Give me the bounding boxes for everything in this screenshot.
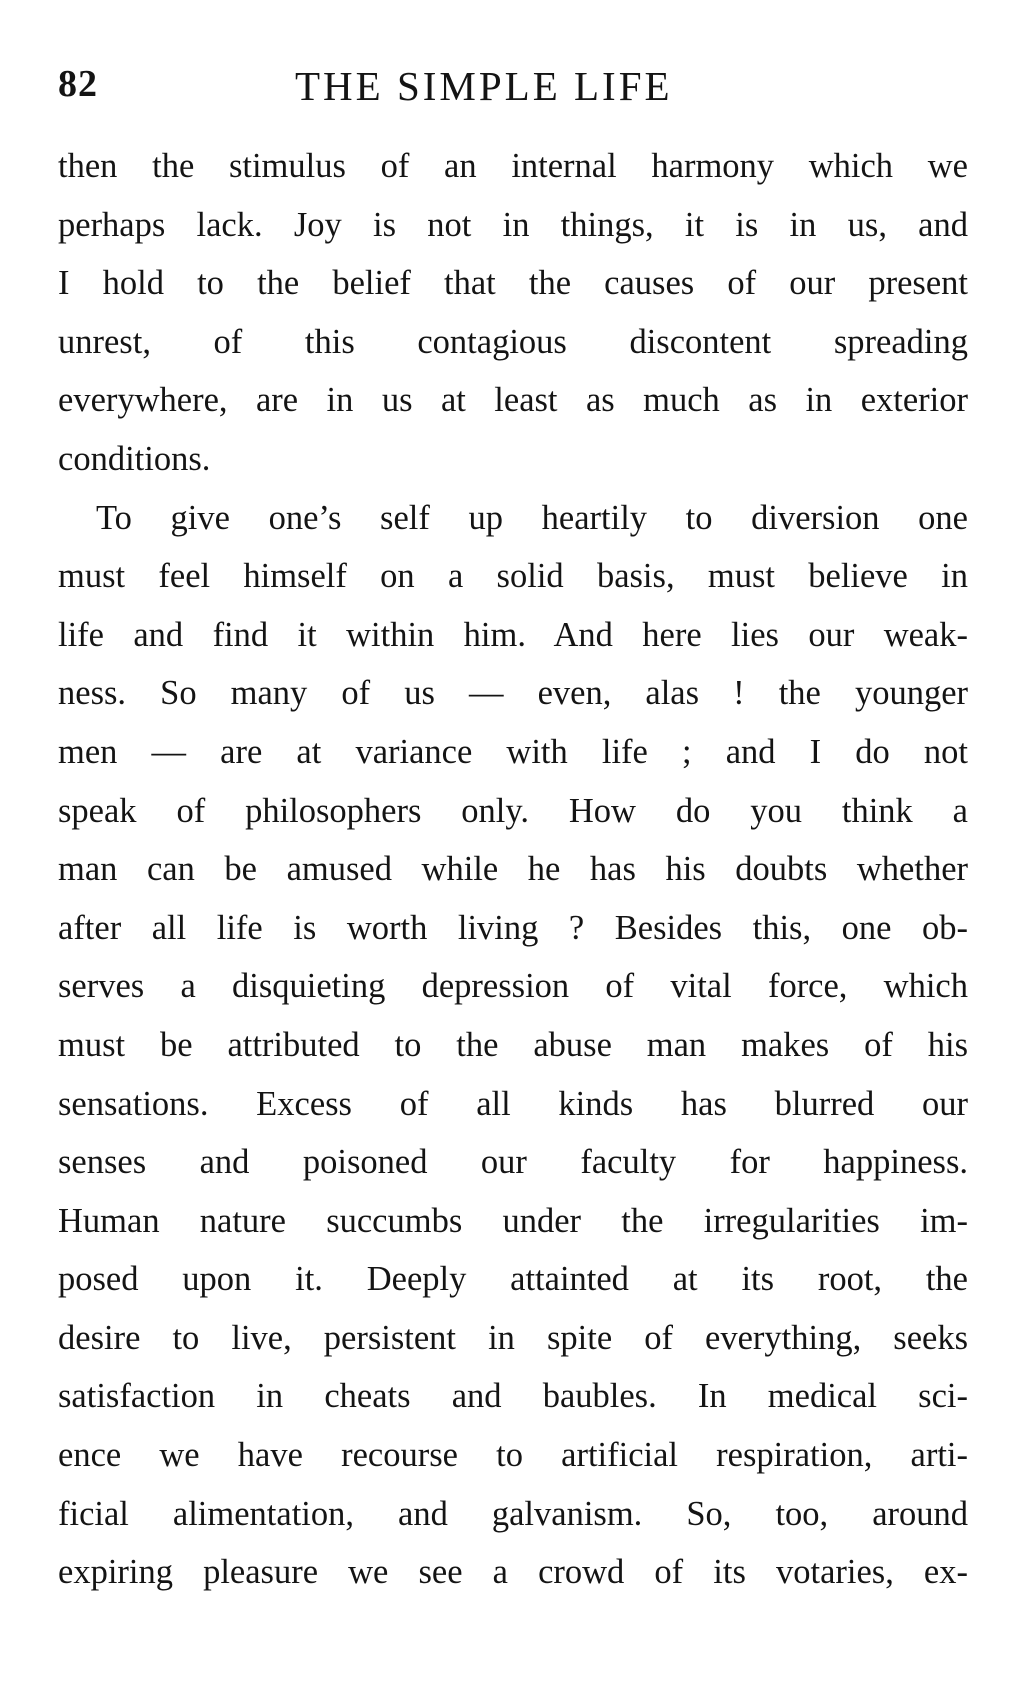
text-line: posed upon it. Deeply attainted at its root, the [58, 1260, 968, 1299]
text-line: I hold to the belief that the causes of our present [58, 264, 968, 303]
text-line: speak of philosophers only. How do you think a [58, 791, 968, 830]
text-line: everywhere, are in us at least as much as in exterior [58, 381, 968, 420]
page-number: 82 [58, 63, 98, 105]
text-line: ficial alimentation, and galvanism. So, too, around [58, 1494, 968, 1533]
text-line: ence we have recourse to artificial respiration, arti- [58, 1436, 968, 1475]
text-line: ness. So many of us — even, alas ! the younger [58, 674, 968, 713]
text-line: must feel himself on a solid basis, must believe in [58, 557, 968, 596]
text-line: desire to live, persistent in spite of everything, seeks [58, 1318, 968, 1357]
text-line: then the stimulus of an internal harmony which we [58, 147, 968, 185]
text-line: Human nature succumbs under the irregularities im- [58, 1201, 968, 1240]
text-line: after all life is worth living ? Besides this, one ob- [58, 908, 968, 947]
paragraph-1 [58, 137, 968, 489]
page-header [58, 62, 978, 122]
text-line: unrest, of this contagious discontent spreading [58, 322, 968, 361]
text-line: expiring pleasure we see a crowd of its votaries, ex- [58, 1553, 968, 1592]
paragraph-2 [58, 489, 968, 1602]
text-line: men — are at variance with life ; and I do not [58, 732, 968, 771]
text-line: life and find it within him. And here lies our weak- [58, 615, 968, 654]
text-line: serves a disquieting depression of vital force, which [58, 967, 968, 1006]
text-line: conditions. [58, 439, 211, 478]
text-line: perhaps lack. Joy is not in things, it is in us, and [58, 205, 968, 244]
text-line: senses and poisoned our faculty for happiness. [58, 1143, 968, 1182]
text-line: man can be amused while he has his doubts whether [58, 850, 968, 889]
text-line: must be attributed to the abuse man makes of his [58, 1025, 968, 1064]
text-line: sensations. Excess of all kinds has blurred our [58, 1084, 968, 1123]
text-line: To give one’s self up heartily to diversion one [96, 498, 968, 537]
running-title: THE SIMPLE LIFE [295, 63, 673, 109]
text-line: satisfaction in cheats and baubles. In medical sci- [58, 1377, 968, 1416]
body-text [58, 137, 968, 1602]
